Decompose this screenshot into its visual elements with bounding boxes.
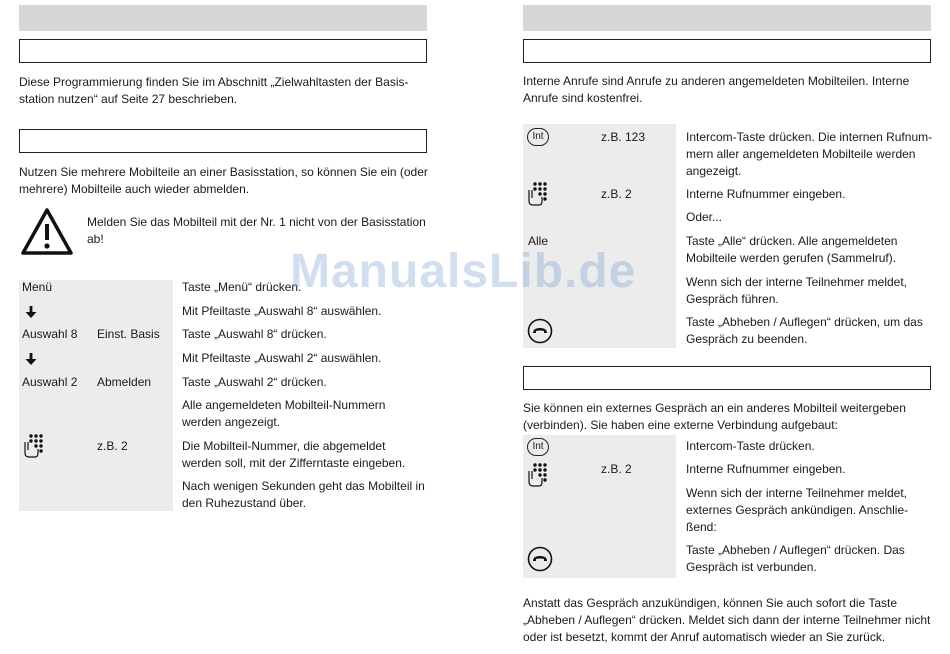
right-header-bar xyxy=(523,5,931,31)
right2-row-1-text: Intercom-Taste drücken. xyxy=(686,439,815,453)
intercom-key-icon: Int xyxy=(527,128,549,146)
left-row-5-key: Auswahl 2 xyxy=(22,375,78,389)
right2-row-2-text: Interne Rufnummer eingeben. xyxy=(686,462,846,476)
left-row-5-display: Abmelden xyxy=(97,375,152,389)
left-header-bar xyxy=(19,5,427,31)
right-row-6-text: Taste „Abheben / Auflegen“ drücken, um das Gespräch zu beenden. xyxy=(686,315,923,346)
left-row-3-key: Auswahl 8 xyxy=(22,327,78,341)
left-row-6-text: Alle angemeldeten Mobilteil-Nummern werden angezeigt. xyxy=(182,398,386,429)
intercom-key-icon: Int xyxy=(527,438,549,456)
right-row-5-text: Wenn sich der interne Teilnehmer meldet, Gespräch führen. xyxy=(686,275,908,306)
left-paragraph-2: Nutzen Sie mehrere Mobilteile an einer Basisstation, so können Sie ein (oder mehrere) Mobilteile auch wieder abmelden. xyxy=(19,165,428,196)
left-section-box-2 xyxy=(19,129,427,153)
down-arrow-icon xyxy=(24,305,38,319)
right2-row-3-text: Wenn sich der interne Teilnehmer meldet, externes Gespräch ankündigen. Anschlie- ßend: xyxy=(686,486,909,534)
right-paragraph-1: Interne Anrufe sind Anrufe zu anderen angemeldeten Mobilteilen. Interne Anrufe sind kostenfrei. xyxy=(523,74,910,105)
right-paragraph-2: Sie können ein externes Gespräch an ein anderes Mobilteil weitergeben (verbinden). Sie haben eine externe Verbindung aufgebaut: xyxy=(523,401,906,432)
right-row-1-display: z.B. 123 xyxy=(601,130,646,144)
right-paragraph-3: Anstatt das Gespräch anzukündigen, können Sie auch sofort die Taste „Abheben / Auflegen“ drücken. Meldet sich dann der interne Teilnehmer nicht oder ist besetzt, kommt der Anruf automatisch wieder an Sie zurück. xyxy=(523,596,931,644)
phone-hook-icon xyxy=(527,318,553,344)
left-row-3-display: Einst. Basis xyxy=(97,327,160,341)
right-row-2-text: Interne Rufnummer eingeben. xyxy=(686,187,846,201)
keypad-icon xyxy=(526,462,548,488)
left-section-box-1 xyxy=(19,39,427,63)
left-row-3-text: Taste „Auswahl 8“ drücken. xyxy=(182,327,327,341)
keypad-icon xyxy=(526,181,548,207)
right-row-1-text: Intercom-Taste drücken. Die internen Rufnum- mern aller angemeldeten Mobilteile werden angezeigt. xyxy=(686,130,933,178)
keypad-icon xyxy=(22,433,44,459)
left-row-1-text: Taste „Menü“ drücken. xyxy=(182,280,302,294)
left-paragraph-1: Diese Programmierung finden Sie im Abschnitt „Zielwahltasten der Basis- station nutzen“ auf Seite 27 beschrieben. xyxy=(19,75,409,106)
warning-text: Melden Sie das Mobilteil mit der Nr. 1 nicht von der Basisstation ab! xyxy=(87,215,426,246)
right-row-4-key: Alle xyxy=(528,234,549,248)
left-row-7-display: z.B. 2 xyxy=(97,439,128,453)
warning-triangle-icon xyxy=(20,207,74,257)
left-row-2-text: Mit Pfeiltaste „Auswahl 8“ auswählen. xyxy=(182,304,382,318)
phone-hook-icon xyxy=(527,546,553,572)
right2-row-2-display: z.B. 2 xyxy=(601,462,632,476)
right-row-4-text: Taste „Alle“ drücken. Alle angemeldeten Mobilteile werden gerufen (Sammelruf). xyxy=(686,234,898,265)
watermark: ManualsLib.de xyxy=(290,245,637,298)
right-row-2-display: z.B. 2 xyxy=(601,187,632,201)
left-row-1-key: Menü xyxy=(22,280,53,294)
left-key-column xyxy=(19,280,173,511)
right2-row-4-text: Taste „Abheben / Auflegen“ drücken. Das Gespräch ist verbunden. xyxy=(686,543,905,574)
right-section-box-2 xyxy=(523,366,931,390)
down-arrow-icon xyxy=(24,352,38,366)
left-row-7-text: Die Mobilteil-Nummer, die abgemeldet werden soll, mit der Zifferntaste eingeben. xyxy=(182,439,406,470)
right-row-3-text: Oder... xyxy=(686,210,723,224)
left-row-4-text: Mit Pfeiltaste „Auswahl 2“ auswählen. xyxy=(182,351,382,365)
right-section-box-1 xyxy=(523,39,931,63)
left-row-5-text: Taste „Auswahl 2“ drücken. xyxy=(182,375,327,389)
left-row-8-text: Nach wenigen Sekunden geht das Mobilteil in den Ruhezustand über. xyxy=(182,479,425,510)
